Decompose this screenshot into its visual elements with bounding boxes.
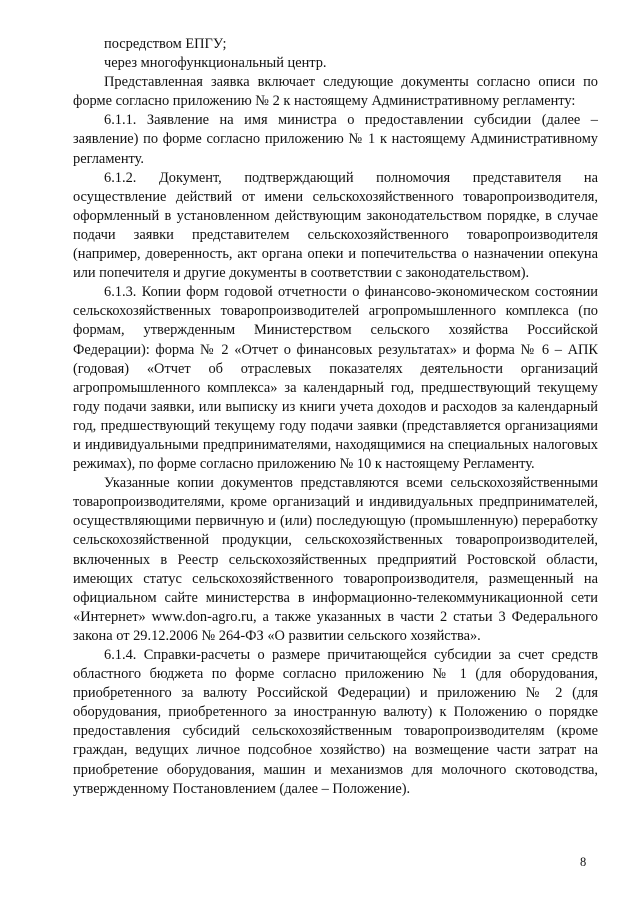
page-number: 8 xyxy=(580,855,587,869)
paragraph-6-1-3: 6.1.3. Копии форм годовой отчетности о финансово-экономическом состоянии сельскохозяйственных товаропроизводителей агропромышленного комплекса (по формам, утвержденным Министерством сельского хозяйства Российской Федерации): форма № 2 «Отчет о финансовых результатах» и форма № 6 – АПК (годовая) «Отчет об отраслевых показателях деятельности организаций агропромышленного комплекса» за календарный год, предшествующий текущему году подачи заявки, или выписку из книги учета доходов и расходов за календарный год, предшествующий текущему году подачи заявки (представляется организациями и индивидуальными предпринимателями, находящимися на специальных налоговых режимах), по форме согласно приложению № 10 к настоящему Регламенту. xyxy=(73,284,598,473)
paragraph-copies-provided: Указанные копии документов представляются всеми сельскохозяйственными товаропроизводителями, кроме организаций и индивидуальных предпринимателей, осуществляющими первичную и (или) последующую (промышленную) переработку сельскохозяйственной продукции, сельскохозяйственных товаропроизводителей, включенных в Реестр сельскохозяйственных предприятий Ростовской области, имеющих статус сельскохозяйственного товаропроизводителя, размещенный на официальном сайте министерства в информационно-телекоммуникационной сети «Интернет» www.don-agro.ru, а также указанных в части 2 статьи 3 Федерального закона от 29.12.2006 № 264-ФЗ «О развитии сельского хозяйства». xyxy=(73,475,598,644)
document-body xyxy=(73,35,598,799)
paragraph-6-1-1: 6.1.1. Заявление на имя министра о предоставлении субсидии (далее – заявление) по форме согласно приложению № 1 к настоящему Административному регламенту. xyxy=(73,112,598,167)
paragraph-6-1-4: 6.1.4. Справки-расчеты о размере причитающейся субсидии за счет средств областного бюджета по форме согласно приложению № 1 (для оборудования, приобретенного за валюту Российской Федерации) и приложению № 2 (для оборудования, приобретенного за иностранную валюту) к Положению о порядке предоставления субсидий сельскохозяйственным товаропроизводителям (кроме граждан, ведущих личное подсобное хозяйство) на возмещение части затрат на приобретение оборудования, машин и механизмов для молочного скотоводства, утвержденному Постановлением (далее – Положение). xyxy=(73,647,598,797)
paragraph-6-1-2: 6.1.2. Документ, подтверждающий полномочия представителя на осуществление действий от имени сельскохозяйственного товаропроизводителя, оформленный в установленном действующим законодательством порядке, в случае подачи заявки представителем сельскохозяйственного товаропроизводителя (например, доверенность, акт органа опеки и попечительства о назначении опекуна или попечителя и другие документы в соответствии с законодательством). xyxy=(73,169,598,282)
paragraph-epgu: посредством ЕПГУ; xyxy=(104,36,227,52)
paragraph-mfc: через многофункциональный центр. xyxy=(104,55,327,72)
paragraph-application-includes: Представленная заявка включает следующие документы согласно описи по форме согласно приложению № 2 к настоящему Административному регламенту: xyxy=(73,74,598,110)
